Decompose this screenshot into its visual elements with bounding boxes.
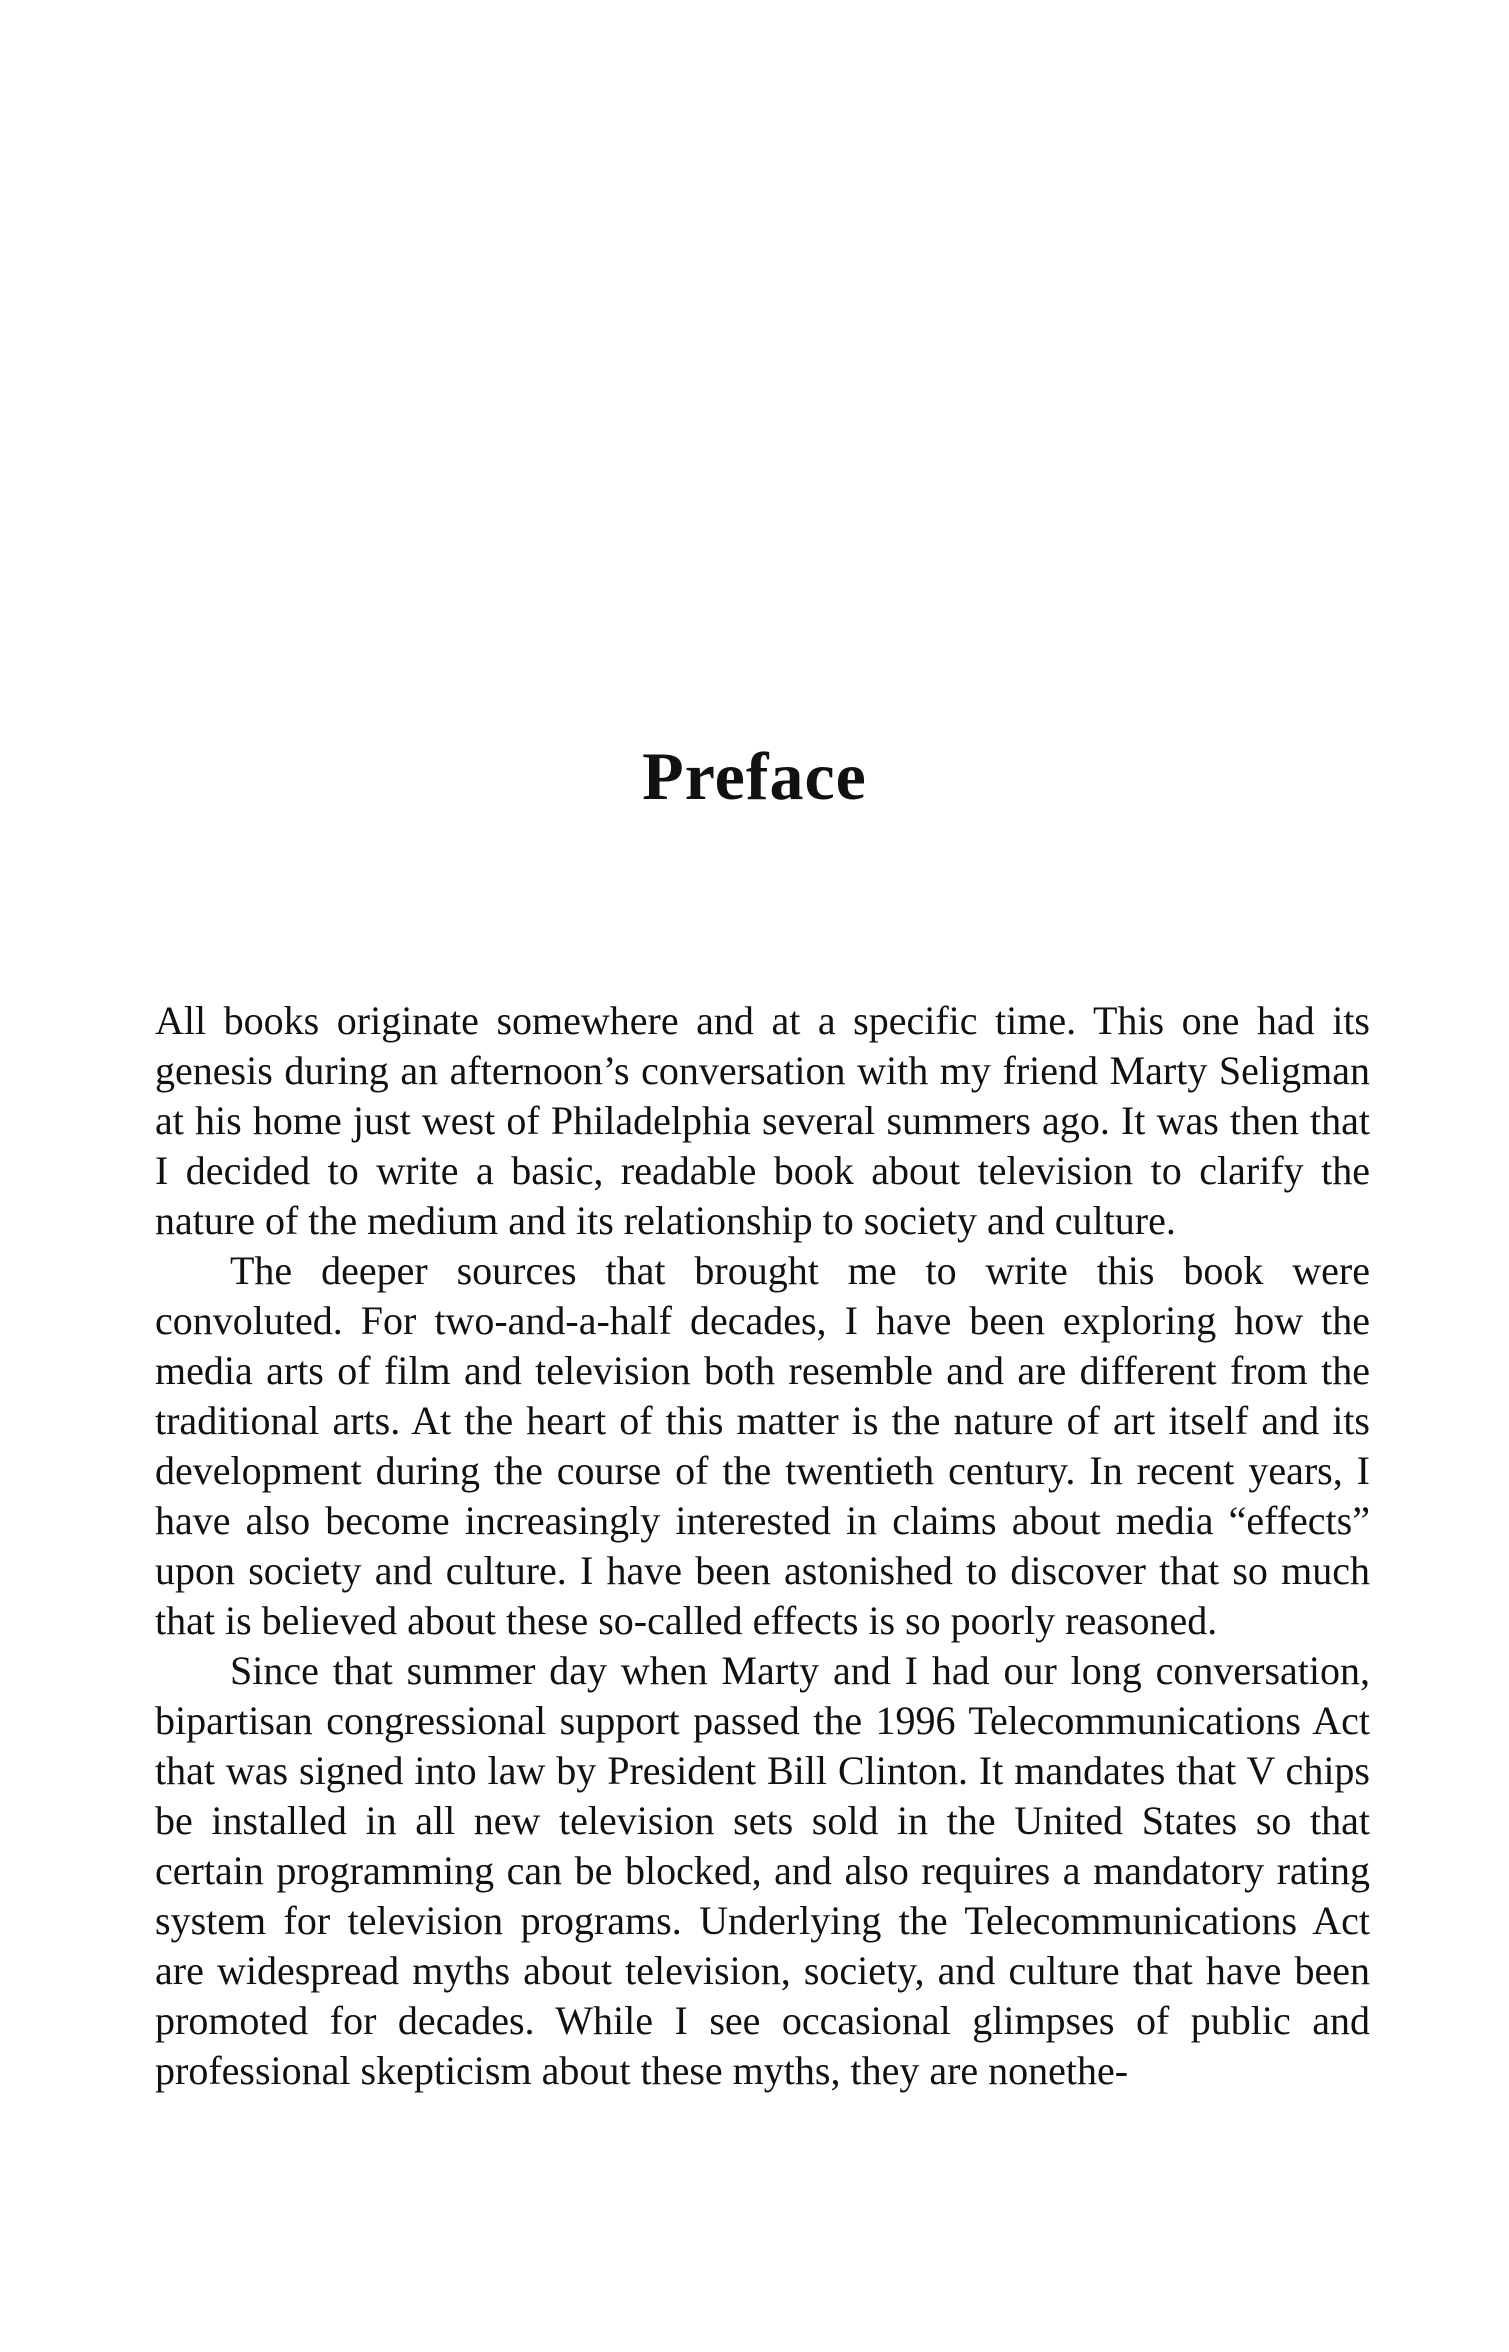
page-title: Preface xyxy=(642,738,867,814)
paragraph-1: All books originate somewhere and at a specific time. This one had its genesis during an afternoon’s conversation with my friend Marty Seligman at his home just west of Philadelphia several summers ago. It was then that I decided to write a basic, readable book about television to clarify the nature of the medium and its relationship to society and culture. xyxy=(155,998,1370,1243)
paragraph-2: The deeper sources that brought me to write this book were convoluted. For two-and-a-half decades, I have been exploring how the media arts of film and television both resemble and are different from the traditional arts. At the heart of this matter is the nature of art itself and its development during the course of the twentieth century. In recent years, I have also become increasingly interested in claims about media “effects” upon society and culture. I have been astonished to discover that so much that is believed about these so-called effects is so poorly reasoned. xyxy=(155,1248,1370,1643)
body-text xyxy=(155,996,1370,2096)
paragraph-3: Since that summer day when Marty and I had our long conversation, bipartisan congressional support passed the 1996 Telecommunications Act that was signed into law by President Bill Clinton. It mandates that V chips be installed in all new television sets sold in the United States so that certain programming can be blocked, and also requires a mandatory rating system for television programs. Underlying the Telecommunications Act are widespread myths about television, society, and culture that have been promoted for decades. While I see occasional glimpses of public and professional skepticism about these myths, they are nonethe- xyxy=(155,1648,1370,2093)
